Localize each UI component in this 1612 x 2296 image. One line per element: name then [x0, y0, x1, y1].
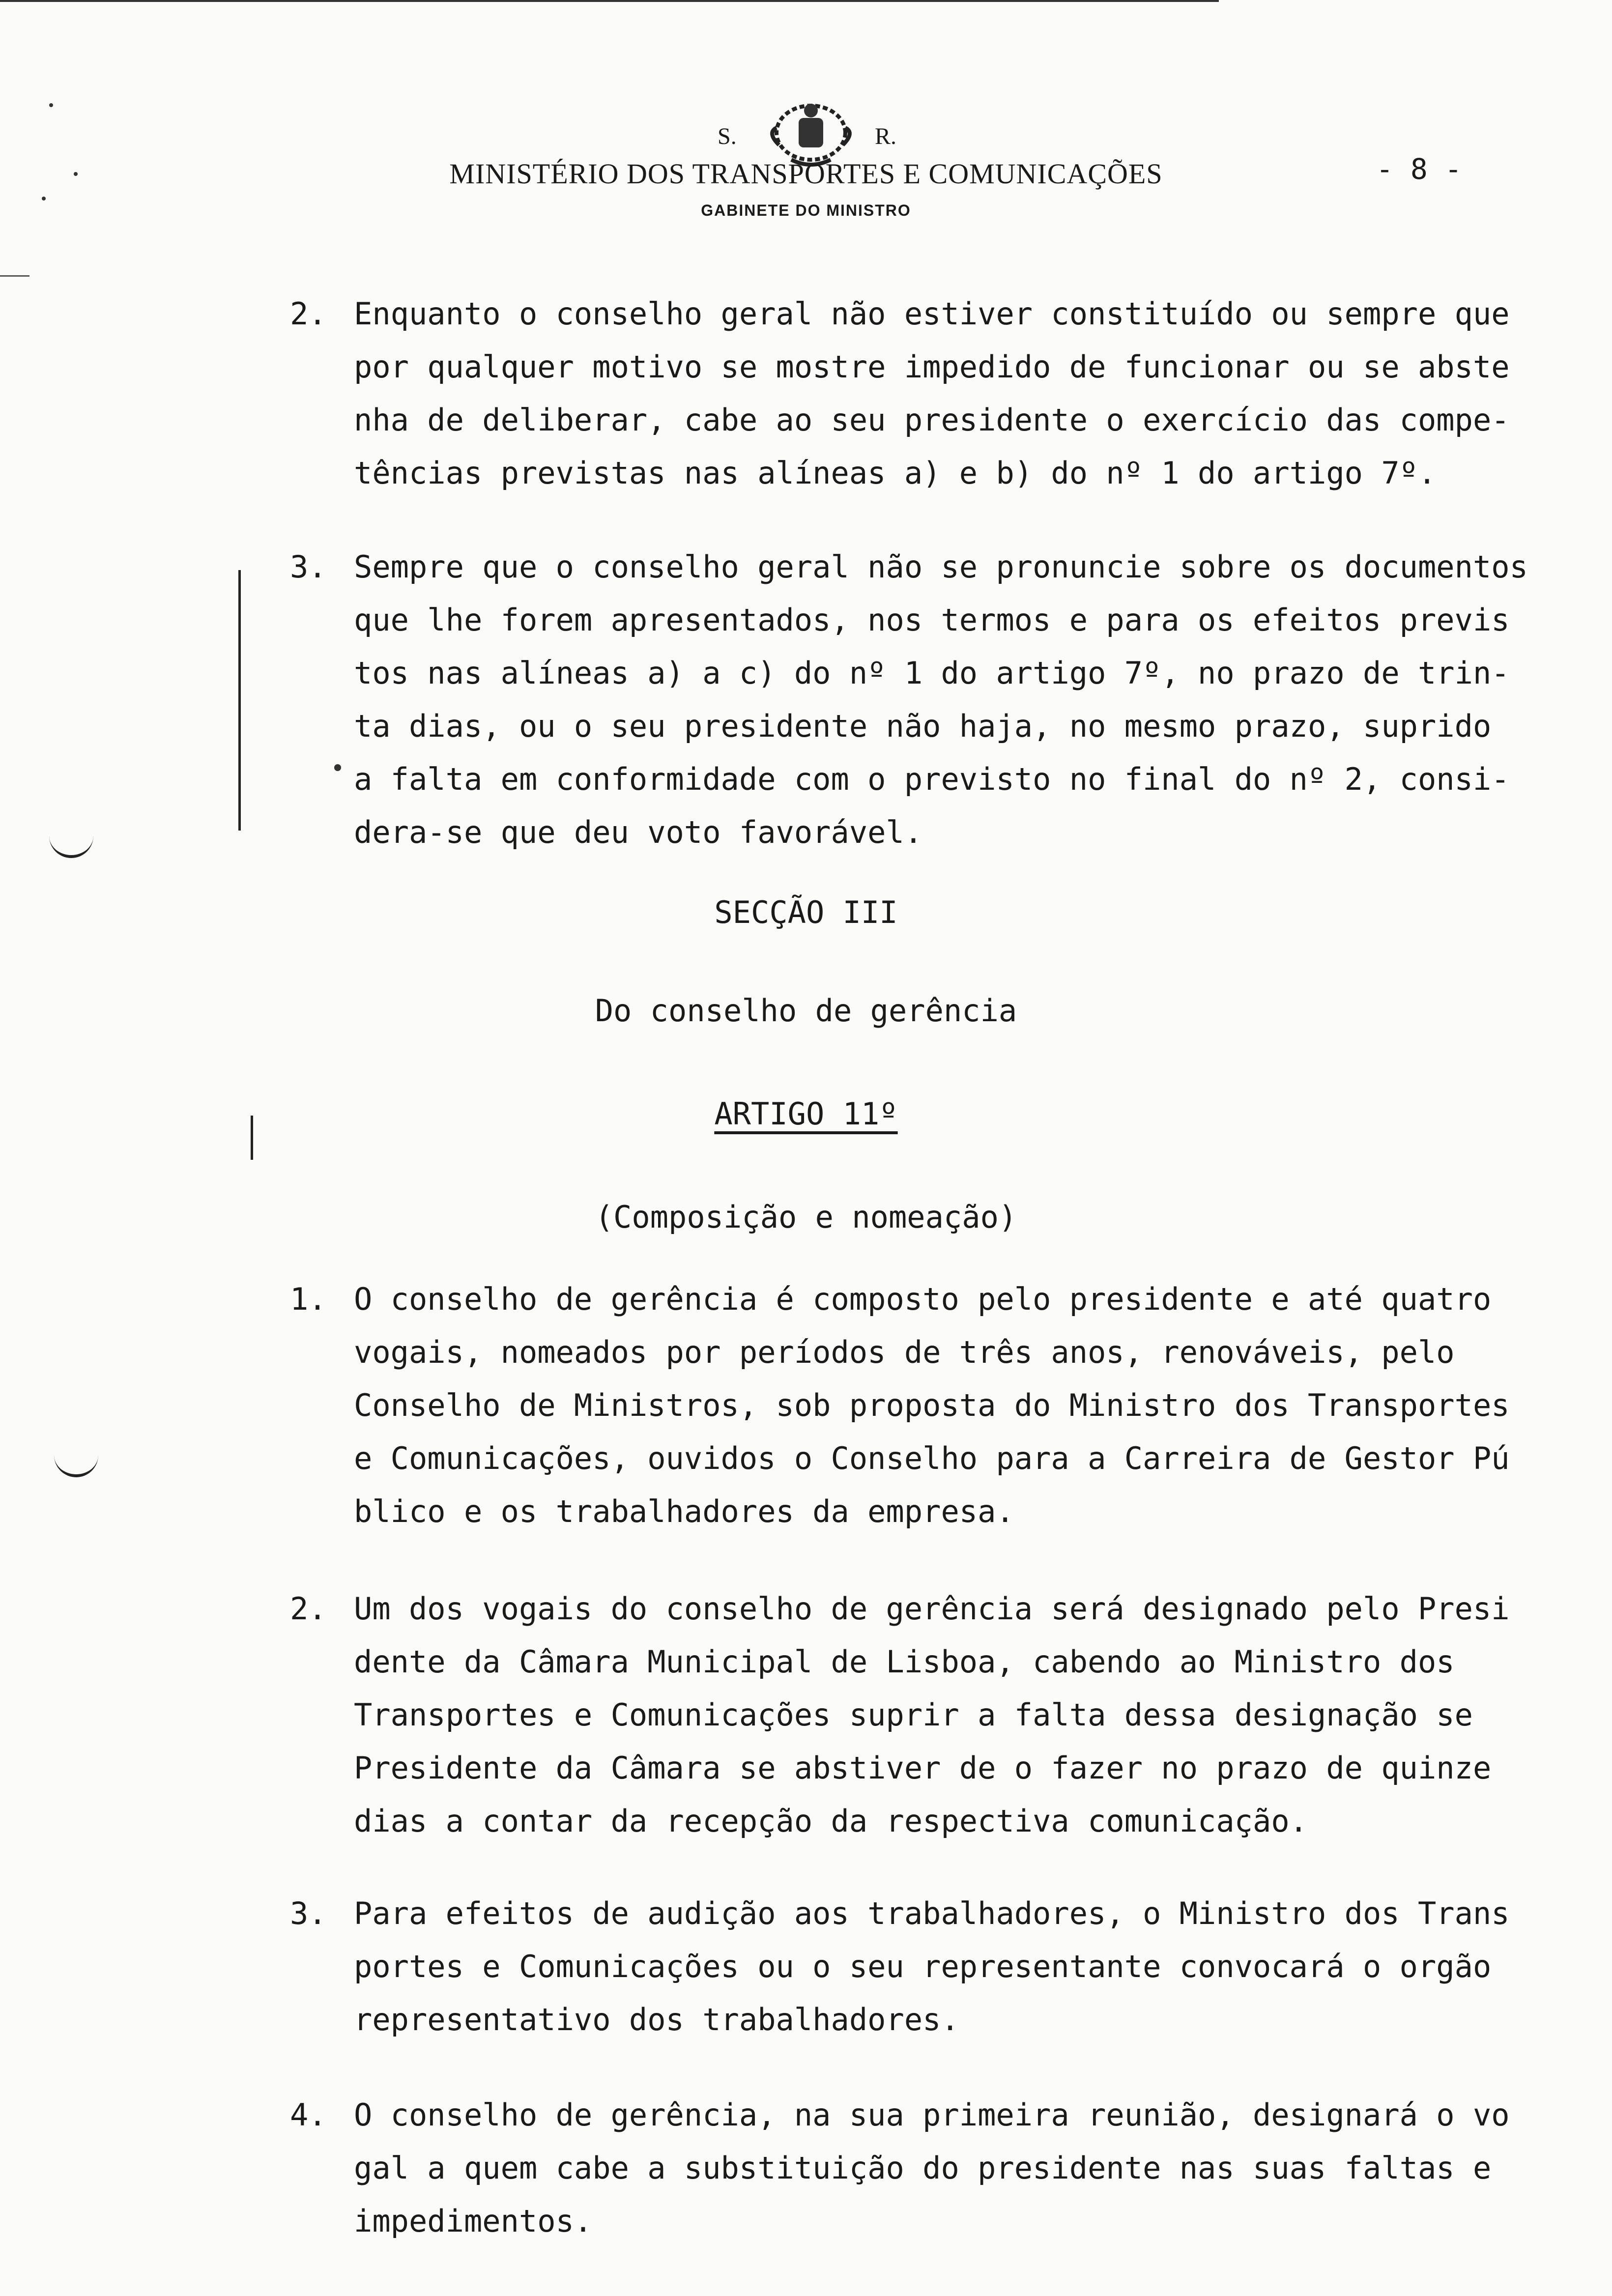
- article-title: (Composição e nomeação): [595, 1199, 1017, 1235]
- item-line: Presidente da Câmara se abstiver de o fazer no prazo de quinze: [354, 1750, 1492, 1786]
- item-number: 4.: [290, 2097, 327, 2133]
- paragraph-line: ta dias, ou o seu presidente não haja, no mesmo prazo, suprido: [354, 708, 1492, 744]
- margin-curve-mark: [54, 1445, 98, 1477]
- paragraph-number: 3.: [290, 549, 327, 585]
- coat-of-arms-icon: [757, 98, 865, 167]
- letterhead-emblem-row: [432, 98, 1180, 167]
- paragraph-line: a falta em conformidade com o previsto no final do nº 2, consi-: [354, 761, 1510, 797]
- item-3: [290, 1887, 1612, 2046]
- paragraph-line: que lhe forem apresentados, nos termos e para os efeitos previs: [354, 602, 1510, 638]
- item-line: Conselho de Ministros, sob proposta do Ministro dos Transportes: [354, 1387, 1510, 1423]
- paragraph-line: tos nas alíneas a) a c) do nº 1 do artigo 7º, no prazo de trin-: [354, 655, 1510, 691]
- paragraph-2: [290, 287, 1612, 500]
- item-line: portes e Comunicações ou o seu representante convocará o orgão: [354, 1949, 1492, 1984]
- item-line: vogais, nomeados por períodos de três anos, renováveis, pelo: [354, 1334, 1455, 1370]
- margin-vertical-mark: [238, 570, 241, 831]
- item-line: blico e os trabalhadores da empresa.: [354, 1493, 1014, 1529]
- item-number: 3.: [290, 1895, 327, 1931]
- cabinet-name: GABINETE DO MINISTRO: [701, 201, 911, 219]
- letterhead-right-letter: R.: [875, 123, 897, 149]
- item-2: [290, 1582, 1612, 1848]
- paragraph-line: Sempre que o conselho geral não se pronuncie sobre os documentos: [354, 549, 1528, 585]
- letterhead-left-letter: S.: [718, 123, 737, 149]
- paragraph-line: por qualquer motivo se mostre impedido de funcionar ou se abste: [354, 349, 1510, 385]
- margin-speck: [42, 197, 46, 201]
- item-line: dente da Câmara Municipal de Lisboa, cabendo ao Ministro dos: [354, 1644, 1455, 1680]
- item-line: gal a quem cabe a substituição do presidente nas suas faltas e: [354, 2150, 1492, 2186]
- item-line: O conselho de gerência é composto pelo presidente e até quatro: [354, 1281, 1492, 1317]
- article-heading: ARTIGO 11º: [714, 1096, 898, 1132]
- item-number: 1.: [290, 1281, 327, 1317]
- paragraph-line: Enquanto o conselho geral não estiver constituído ou sempre que: [354, 296, 1510, 332]
- item-line: Para efeitos de audição aos trabalhadores, o Ministro dos Trans: [354, 1895, 1510, 1931]
- item-line: Um dos vogais do conselho de gerência será designado pelo Presi: [354, 1591, 1510, 1627]
- ministry-name: MINISTÉRIO DOS TRANSPORTES E COMUNICAÇÕES: [449, 158, 1163, 190]
- item-line: representativo dos trabalhadores.: [354, 2002, 959, 2038]
- paragraph-line: tências previstas nas alíneas a) e b) do nº 1 do artigo 7º.: [354, 455, 1437, 491]
- item-4: [290, 2089, 1612, 2248]
- item-line: dias a contar da recepção da respectiva comunicação.: [354, 1803, 1308, 1839]
- margin-speck: [49, 103, 53, 107]
- item-number: 2.: [290, 1591, 327, 1627]
- item-line: e Comunicações, ouvidos o Conselho para a Carreira de Gestor Pú: [354, 1440, 1510, 1476]
- section-subtitle: Do conselho de gerência: [595, 993, 1017, 1029]
- letterhead: [432, 79, 1180, 236]
- margin-speck: [74, 172, 78, 176]
- top-edge-line: [0, 0, 1219, 2]
- left-edge-line: [0, 275, 29, 277]
- item-1: [290, 1273, 1612, 1538]
- paragraph-line: dera-se que deu voto favorável.: [354, 814, 923, 850]
- item-line: impedimentos.: [354, 2203, 593, 2239]
- section-heading: SECÇÃO III: [714, 894, 898, 930]
- margin-curve-mark: [49, 826, 93, 858]
- page-number: - 8 -: [1376, 152, 1462, 186]
- paragraph-3: [290, 541, 1612, 859]
- paragraph-line: nha de deliberar, cabe ao seu presidente o exercício das compe-: [354, 402, 1510, 438]
- item-line: O conselho de gerência, na sua primeira reunião, designará o vo: [354, 2097, 1510, 2133]
- paragraph-number: 2.: [290, 296, 327, 332]
- item-line: Transportes e Comunicações suprir a falta dessa designação se: [354, 1697, 1473, 1733]
